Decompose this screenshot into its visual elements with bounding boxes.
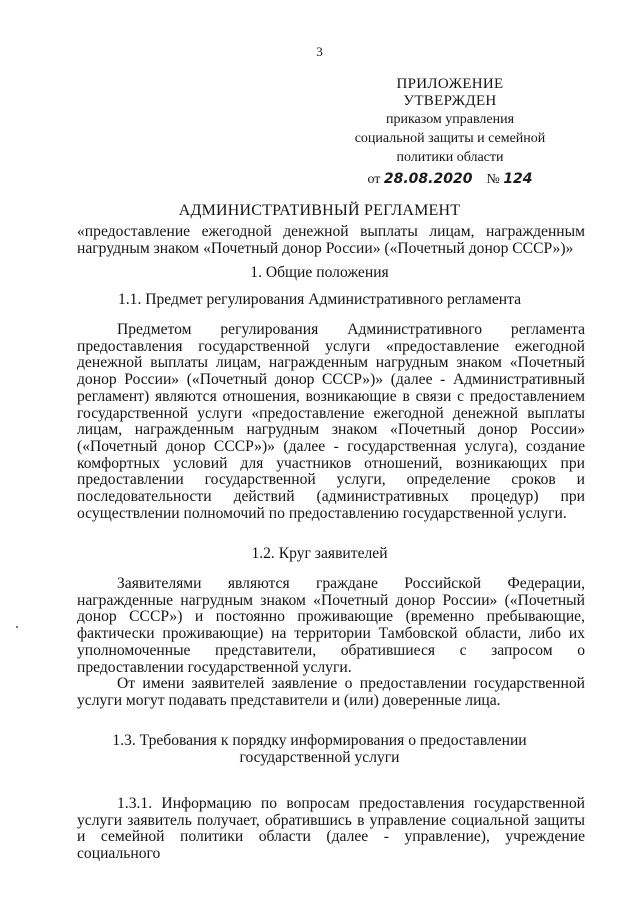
document-subtitle-block (77, 224, 585, 257)
handwritten-number: 124 (503, 171, 533, 187)
section-1-2-paragraph-2: От имени заявителей заявление о предоставлении государственной услуги могут подавать представители и (или) доверенные лица. (77, 675, 585, 709)
section-1-3-1-paragraph: 1.3.1. Информацию по вопросам предоставления государственной услуги заявитель получает, обратившись в управление социальной защиты и семейной политики области (далее - управление), учреждение социального (77, 795, 585, 863)
approval-stamp-block (340, 76, 560, 191)
section-1-1-paragraph: Предметом регулирования Административного регламента предоставления государственной услуги «предоставление ежегодной денежной выплаты лицам, награжденным нагрудным знаком «Почетный донор России» («Почетный донор СССР»)» (далее - Административный регламент) являются отношения, возникающие в связи с предоставлением государственной услуги «предоставление ежегодной денежной выплаты лицам, награжденным нагрудным знаком «Почетный донор России» («Почетный донор СССР»)» (далее - государственная услуга), создание комфортных условий для участников отношений, возникающих при предоставлении государственной услуги, определение сроков и последовательности действий (административных процедур) при осуществлении полномочий по предоставлению государственной услуги. (77, 321, 585, 522)
section-1-2-paragraph-1: Заявителями являются граждане Российской Федерации, награжденные нагрудным знаком «Почетный донор России» («Почетный донор СССР») и постоянно проживающие (временно пребывающие, фактически проживающие) на территории Тамбовской области, либо их уполномоченные представители, обратившиеся с запросом о предоставлении государственной услуги. (77, 575, 585, 676)
section-1-3-heading (0, 732, 639, 766)
section-1-2-heading: 1.2. Круг заявителей (251, 545, 388, 562)
section-1-3-heading-line-2: государственной услуги (239, 749, 400, 766)
date-prefix: от (367, 172, 381, 187)
approval-by-order: приказом управления (385, 112, 515, 127)
approval-date-line (340, 168, 560, 191)
section-1-1-body (77, 322, 585, 522)
section-1-2-body (77, 576, 585, 710)
approval-department: социальной защиты и семейной (354, 131, 546, 146)
page-number: 3 (316, 44, 323, 59)
number-prefix: № (486, 172, 500, 187)
appendix-label: ПРИЛОЖЕНИЕ (396, 76, 504, 92)
handwritten-date: 28.08.2020 (383, 171, 473, 187)
section-1-3-heading-line-1: 1.3. Требования к порядку информирования о предоставлении (112, 732, 527, 749)
section-1-1-heading: 1.1. Предмет регулирования Административного регламента (117, 291, 522, 308)
document-title: АДМИНИСТРАТИВНЫЙ РЕГЛАМЕНТ (178, 202, 461, 219)
approval-department-end: политики области (396, 150, 504, 165)
document-subtitle: «предоставление ежегодной денежной выплаты лицам, награжденным нагрудным знаком «Почетный донор России» («Почетный донор СССР»)» (77, 223, 585, 257)
section-1-3-body (77, 796, 585, 863)
approved-label: УТВЕРЖДЕН (403, 93, 497, 109)
section-1-heading: 1. Общие положения (250, 264, 389, 281)
margin-mark (16, 626, 18, 628)
